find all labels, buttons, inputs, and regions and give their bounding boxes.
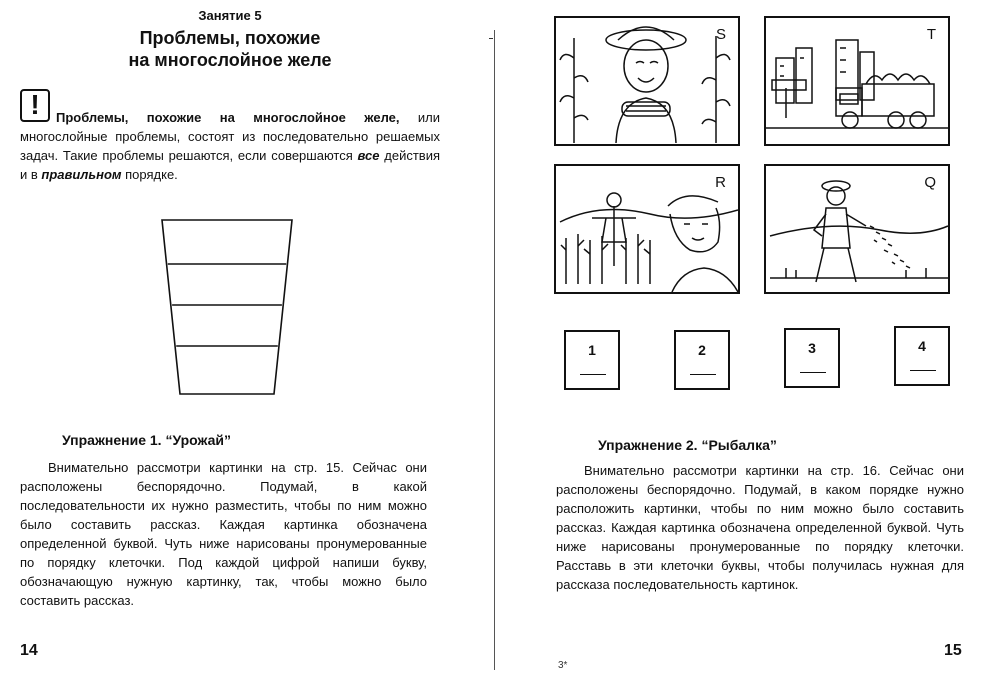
answer-cell-number: 1	[588, 342, 596, 358]
farmer-sowing-seeds-icon	[766, 166, 950, 294]
exercise1-text	[20, 458, 427, 610]
farmer-eating-corn-icon	[556, 18, 740, 146]
picture-s-letter: S	[715, 26, 726, 43]
lesson-title-line2: на многослойное желе	[128, 50, 332, 70]
intro-emph2: правильном	[41, 167, 122, 182]
intro-lead: Проблемы, похожие на многослойное желе,	[56, 110, 400, 125]
print-mark: 3*	[558, 660, 568, 671]
answer-cell-1[interactable]	[564, 330, 620, 390]
intro-paragraph	[20, 108, 440, 184]
picture-t	[764, 16, 950, 146]
exercise2-paragraph: Внимательно рассмотри картинки на стр. 16. Сейчас они расположены беспорядочно. Подумай, в каком порядке нужно расположить картинки, чтобы по ним можно было составить рассказ. Каждая картинка обозначена определенной буквой. Чуть ниже нарисованы пронумерованные по порядку клеточки. Расставь в эти клеточки буквы, чтобы получилась нужная для рассказа последовательность картинок.	[556, 463, 964, 592]
exercise2-title: Упражнение 2. “Рыбалка”	[598, 437, 777, 453]
intro-emph1: все	[357, 148, 380, 163]
answer-cell-4[interactable]	[894, 326, 950, 386]
picture-t-letter: T	[926, 26, 936, 43]
answer-cell-2[interactable]	[674, 330, 730, 390]
answer-cell-3[interactable]	[784, 328, 840, 388]
lesson-label: Занятие 5	[198, 8, 262, 23]
picture-s	[554, 16, 740, 146]
intro-text1: или многослойные проблемы, состоят из последовательно решаемых задач. Такие проблемы решаются, если совершаются	[20, 110, 440, 163]
gutter-mark	[489, 38, 493, 39]
answer-cell-number: 4	[918, 338, 926, 354]
picture-r-letter: R	[715, 174, 726, 191]
left-page	[0, 0, 494, 679]
exercise1-paragraph: Внимательно рассмотри картинки на стр. 15. Сейчас они расположены беспорядочно. Подумай, в какой последовательности их нужно разместить, чтобы по ним можно было составить рассказ. Каждая картинка обозначена определенной буквой. Чуть ниже нарисованы пронумерованные по порядку клеточки. Под каждой цифрой напиши букву, обозначающую нужную картинку, так, чтобы можно было составить рассказ.	[20, 460, 427, 608]
answer-blank-line	[690, 374, 716, 375]
farmer-scarecrow-field-icon	[556, 166, 740, 294]
exercise1-title: Упражнение 1. “Урожай”	[62, 432, 232, 448]
answer-cell-number: 3	[808, 340, 816, 356]
answer-blank-line	[910, 370, 936, 371]
right-page	[496, 0, 989, 679]
answer-blank-line	[580, 374, 606, 375]
answer-cell-number: 2	[698, 342, 706, 358]
page-gutter	[494, 30, 495, 670]
picture-r	[554, 164, 740, 294]
page-number-right: 15	[944, 642, 962, 659]
lesson-title-line1: Проблемы, похожие	[139, 28, 321, 48]
picture-q-letter: Q	[924, 174, 936, 191]
page-number-left: 14	[20, 642, 38, 659]
picture-q	[764, 164, 950, 294]
exclamation-symbol: !	[30, 89, 40, 120]
intro-text2: действия и в	[20, 148, 441, 182]
answer-blank-line	[800, 372, 826, 373]
intro-text3: порядке.	[121, 167, 178, 182]
layered-jelly-diagram	[160, 218, 294, 396]
exercise2-text	[556, 461, 964, 594]
lesson-title	[0, 27, 460, 71]
truck-in-city-icon	[766, 18, 950, 146]
